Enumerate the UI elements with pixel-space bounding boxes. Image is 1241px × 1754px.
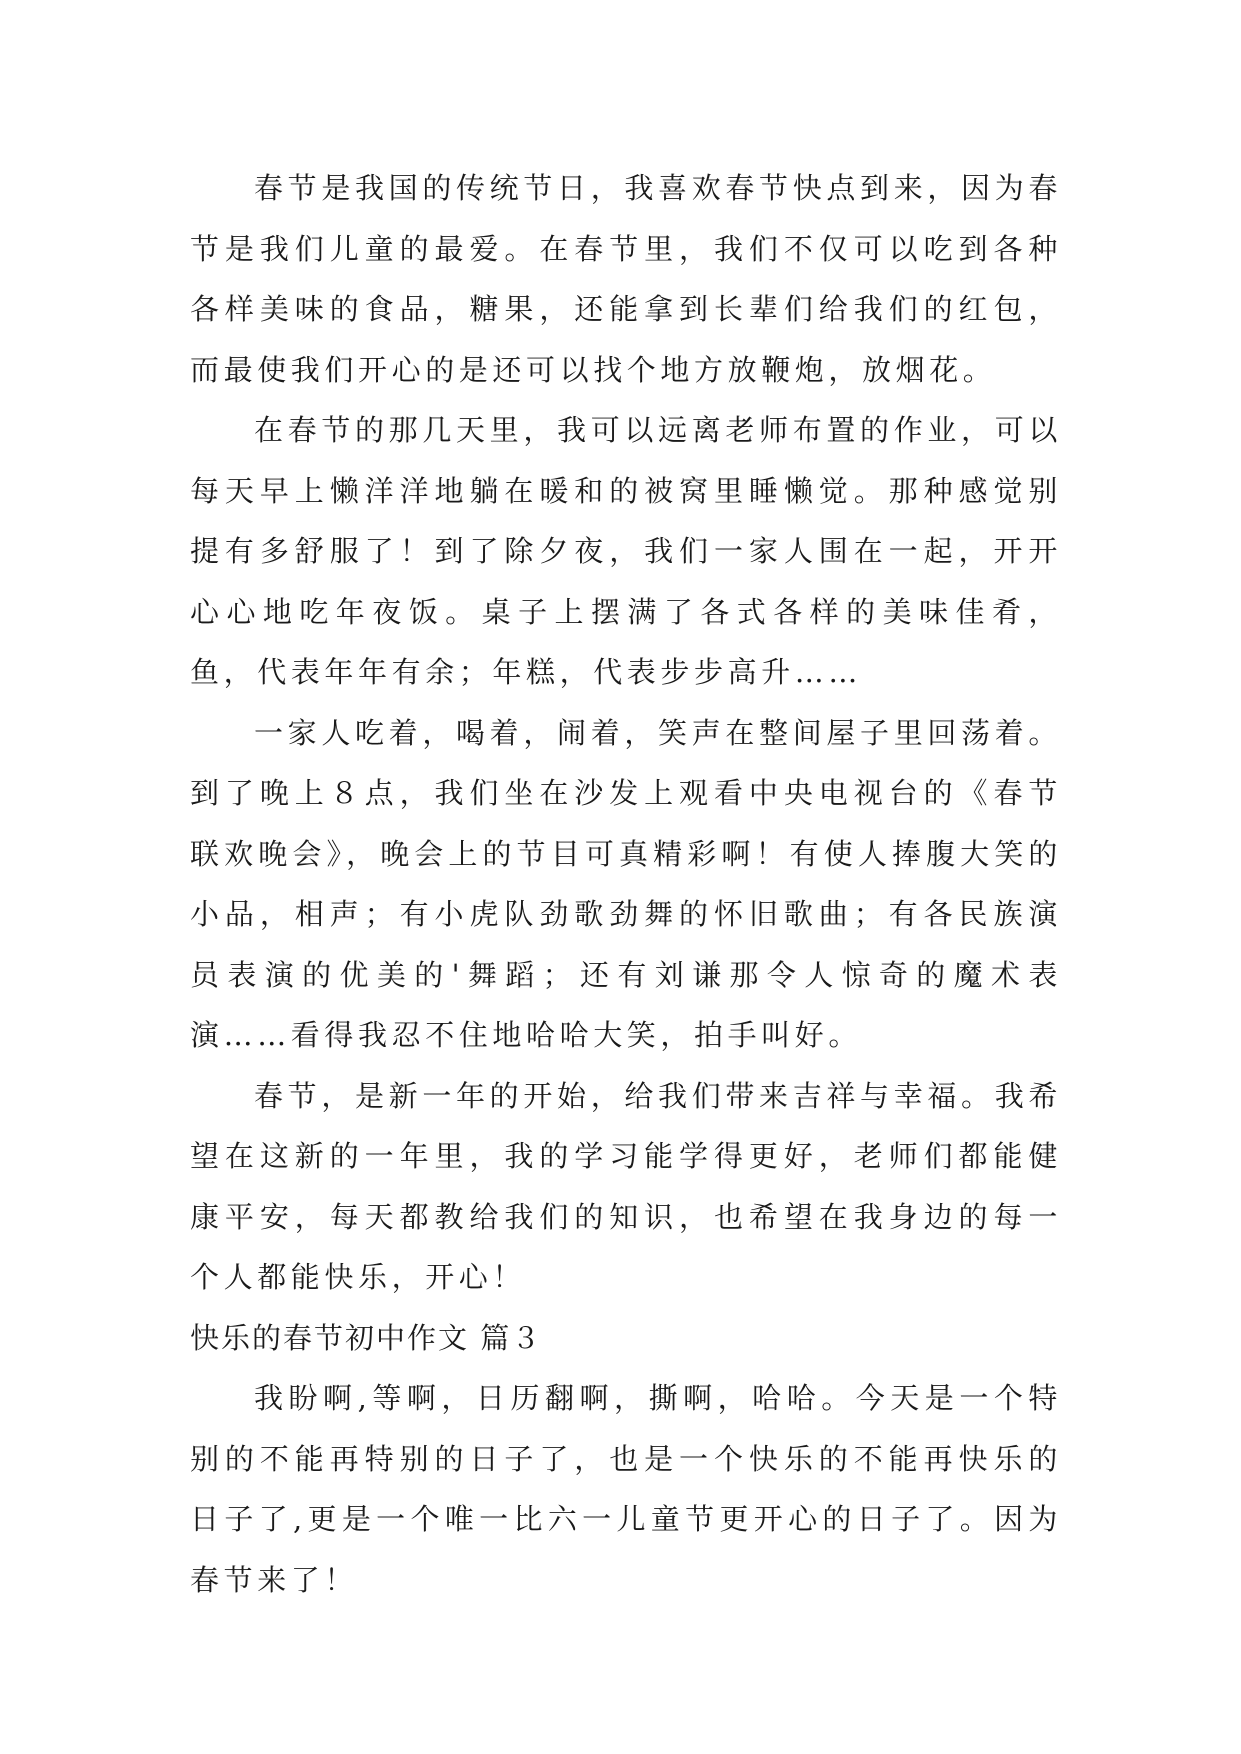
paragraph-waiting: 我盼啊,等啊，日历翻啊，撕啊，哈哈。今天是一个特别的不能再特别的日子了，也是一个快乐的不能再快乐的日子了,更是一个唯一比六一儿童节更开心的日子了。因为春节来了！ xyxy=(190,1381,1062,1597)
paragraph-wishes: 春节，是新一年的开始，给我们带来吉祥与幸福。我希望在这新的一年里，我的学习能学得更好，老师们都能健康平安，每天都教给我们的知识，也希望在我身边的每一个人都能快乐，开心！ xyxy=(190,1078,1062,1294)
essay-heading: 快乐的春节初中作文 篇３ xyxy=(190,1320,543,1355)
paragraph-gala: 一家人吃着，喝着，闹着，笑声在整间屋子里回荡着。到了晚上８点，我们坐在沙发上观看中央电视台的《春节联欢晚会》，晚会上的节目可真精彩啊！有使人捧腹大笑的小品，相声；有小虎队劲歌劲舞的怀旧歌曲；有各民族演员表演的优美的'舞蹈；还有刘谦那令人惊奇的魔术表演……看得我忍不住地哈哈大笑，拍手叫好。 xyxy=(190,715,1062,1052)
document-page xyxy=(190,158,1062,1610)
paragraph-new-year-eve: 在春节的那几天里，我可以远离老师布置的作业，可以每天早上懒洋洋地躺在暖和的被窝里睡懒觉。那种感觉别提有多舒服了！到了除夕夜，我们一家人围在一起，开开心心地吃年夜饭。桌子上摆满了各式各样的美味佳肴，鱼，代表年年有余；年糕，代表步步高升…… xyxy=(190,413,1062,689)
paragraph-spring-festival-intro: 春节是我国的传统节日，我喜欢春节快点到来，因为春节是我们儿童的最爱。在春节里，我们不仅可以吃到各种各样美味的食品，糖果，还能拿到长辈们给我们的红包，而最使我们开心的是还可以找个地方放鞭炮，放烟花。 xyxy=(190,171,1062,387)
